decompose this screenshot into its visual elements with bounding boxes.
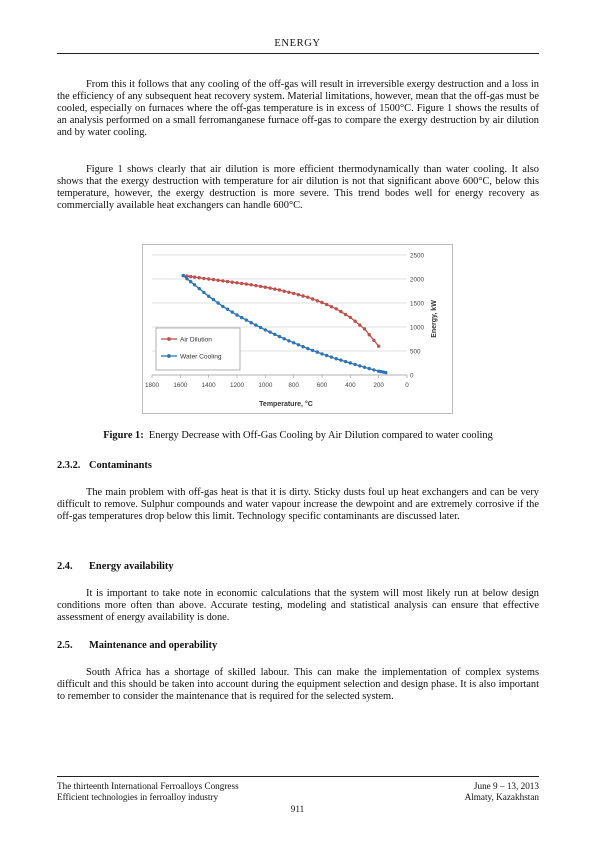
data-point: [344, 313, 347, 316]
paragraph: [57, 588, 539, 624]
page-number: 911: [290, 804, 305, 814]
conference-name: The thirteenth International Ferroalloys Congress: [57, 781, 239, 791]
x-axis-label: Temperature, °C: [259, 401, 313, 408]
data-point: [283, 337, 286, 340]
data-point: [320, 301, 323, 304]
section-heading: [57, 561, 174, 572]
y-tick-label: 1000: [410, 324, 425, 332]
data-point: [358, 364, 361, 367]
y-tick-label: 1500: [410, 300, 425, 308]
data-point: [216, 301, 219, 304]
data-point: [268, 330, 271, 333]
data-point: [221, 279, 224, 282]
data-point: [339, 310, 342, 313]
data-point: [325, 303, 328, 306]
data-point: [221, 305, 224, 308]
data-point: [207, 295, 210, 298]
legend-label: Air Dilution: [180, 336, 212, 344]
footer-right: [465, 781, 539, 803]
caption-label: Figure 1:: [103, 430, 144, 441]
footer-left: [57, 781, 239, 803]
legend-marker: [167, 337, 171, 341]
data-point: [182, 274, 185, 277]
data-point: [283, 290, 286, 293]
x-tick-label: 1000: [258, 382, 273, 389]
data-point: [240, 282, 243, 285]
data-point: [273, 333, 276, 336]
footer-rule: [57, 776, 539, 777]
data-point: [287, 339, 290, 342]
paragraph-text: South Africa has a shortage of skilled labour. This can make the implementation of complex systems difficult and this should be taken into account during the equipment selection and design phase. It is also important to remember to consider the maintenance that is required for the selected system.: [57, 667, 539, 703]
data-point: [384, 371, 387, 374]
data-point: [216, 279, 219, 282]
x-tick-label: 400: [345, 382, 356, 389]
data-point: [259, 326, 262, 329]
data-point: [316, 299, 319, 302]
y-tick-label: 0: [410, 372, 414, 380]
data-point: [231, 281, 234, 284]
data-point: [353, 320, 356, 323]
legend-box: [156, 328, 240, 370]
caption-text: Energy Decrease with Off-Gas Cooling by Air Dilution compared to water cooling: [148, 430, 493, 441]
data-point: [330, 355, 333, 358]
data-point: [259, 285, 262, 288]
y-tick-label: 500: [410, 348, 421, 356]
data-point: [264, 286, 267, 289]
x-tick-label: 200: [373, 382, 384, 389]
x-tick-label: 1200: [229, 382, 245, 389]
data-point: [235, 313, 238, 316]
data-point: [292, 292, 295, 295]
paragraph-text: Figure 1 shows clearly that air dilution is more efficient thermodynamically than water cooling. It also shows that the exergy destruction with temperature for air dilution is not that significant above 600°C, below this temperature, however, the exergy destruction is more severe. This trend bodes well for energy recovery as commercially available heat exchangers can handle 600°C.: [57, 164, 539, 212]
data-point: [358, 323, 361, 326]
data-point: [264, 328, 267, 331]
data-point: [235, 281, 238, 284]
data-point: [189, 275, 192, 278]
data-point: [245, 318, 248, 321]
section-title: Energy availability: [89, 561, 174, 572]
data-point: [311, 349, 314, 352]
data-point: [349, 316, 352, 319]
section-heading: [57, 640, 217, 651]
legend-marker: [167, 354, 171, 358]
x-tick-label: 1800: [144, 382, 160, 389]
x-tick-label: 1600: [173, 382, 188, 389]
data-point: [273, 287, 276, 290]
data-point: [268, 286, 271, 289]
data-point: [330, 305, 333, 308]
data-point: [339, 358, 342, 361]
data-point: [250, 321, 253, 324]
data-point: [320, 352, 323, 355]
paragraph: [57, 487, 539, 523]
conference-subtitle: Efficient technologies in ferroalloy industry: [57, 792, 219, 802]
section-heading: [57, 460, 152, 471]
conference-dates: June 9 – 13, 2013: [473, 781, 539, 791]
figure-1: [142, 244, 453, 414]
data-point: [349, 361, 352, 364]
data-point: [189, 280, 192, 283]
data-point: [297, 343, 300, 346]
data-point: [297, 293, 300, 296]
data-point: [311, 297, 314, 300]
data-point: [363, 327, 366, 330]
data-point: [193, 283, 196, 286]
data-point: [185, 277, 188, 280]
paragraph-text: From this it follows that any cooling of the off-gas will result in irreversible exergy destruction and a loss in the efficiency of any subsequent heat recovery system. Material limitations, however, mean that the off-gas must be cooled, especially on furnaces where the off-gas temperature is in excess of 1500°C. Figure 1 shows the results of an analysis performed on a small ferromanganese furnace off-gas to compare the exergy destruction by air dilution and by water cooling.: [57, 79, 539, 139]
y-tick-label: 2000: [410, 276, 425, 284]
data-point: [198, 287, 201, 290]
data-point: [335, 357, 338, 360]
x-tick-label: 1400: [201, 382, 216, 389]
data-point: [254, 323, 257, 326]
data-point: [278, 335, 281, 338]
data-point: [372, 368, 375, 371]
y-axis-label: Energy, kW: [431, 300, 438, 338]
data-point: [301, 294, 304, 297]
section-title: Contaminants: [89, 460, 152, 471]
data-point: [278, 288, 281, 291]
figure-caption: [57, 430, 539, 441]
data-point: [250, 283, 253, 286]
data-point: [212, 278, 215, 281]
x-tick-label: 800: [288, 382, 299, 389]
paragraph: [57, 667, 539, 703]
data-point: [231, 310, 234, 313]
conference-location: Almaty, Kazakhstan: [464, 792, 539, 802]
paragraph-text: The main problem with off-gas heat is that it is dirty. Sticky dusts foul up heat exchangers and can be very difficult to remove. Sulphur compounds and water vapour increase the dewpoint and are extremely corrosive if the off-gas temperatures drop below this limit. Technology specific contaminants are discussed later.: [57, 487, 539, 523]
data-point: [226, 308, 229, 311]
paragraph: [57, 79, 539, 139]
data-point: [240, 316, 243, 319]
data-point: [368, 333, 371, 336]
data-point: [202, 277, 205, 280]
data-point: [353, 363, 356, 366]
data-point: [212, 298, 215, 301]
data-point: [254, 284, 257, 287]
data-point: [306, 347, 309, 350]
energy-chart: [142, 244, 453, 414]
section-number: 2.4.: [57, 561, 73, 572]
x-tick-label: 600: [316, 382, 328, 389]
data-point: [245, 282, 248, 285]
data-point: [202, 291, 205, 294]
header-rule: [57, 53, 539, 54]
data-point: [207, 277, 210, 280]
data-point: [193, 275, 196, 278]
section-title: Maintenance and operability: [89, 640, 218, 651]
data-point: [335, 307, 338, 310]
data-point: [363, 366, 366, 369]
data-point: [287, 291, 290, 294]
data-point: [198, 276, 201, 279]
data-point: [292, 341, 295, 344]
section-number: 2.3.2.: [57, 460, 81, 471]
data-point: [226, 280, 229, 283]
data-point: [368, 367, 371, 370]
data-point: [344, 360, 347, 363]
data-point: [325, 354, 328, 357]
paragraph-text: It is important to take note in economic calculations that the system will most likely run at below design conditions more often than above. Accurate testing, modeling and statistical analysis can ensure that effective assessment of energy availability is done.: [57, 588, 539, 624]
paragraph: [57, 164, 539, 212]
data-point: [306, 296, 309, 299]
legend: [156, 328, 240, 370]
running-head: ENERGY: [274, 38, 321, 49]
legend-label: Water Cooling: [180, 353, 222, 361]
data-point: [372, 339, 375, 342]
section-number: 2.5.: [57, 640, 73, 651]
data-point: [377, 345, 380, 348]
data-point: [316, 350, 319, 353]
y-tick-label: 2500: [410, 252, 425, 260]
data-point: [301, 345, 304, 348]
x-tick-label: 0: [405, 382, 409, 389]
